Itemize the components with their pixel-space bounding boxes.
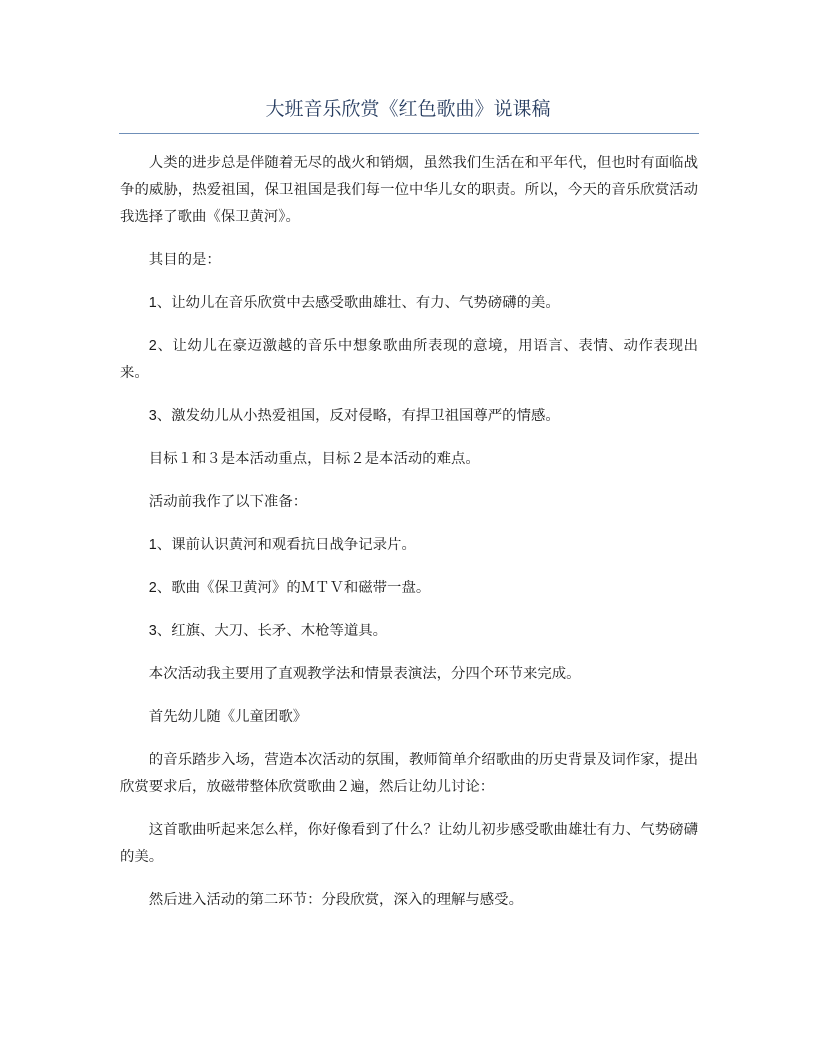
paragraph: 1、让幼儿在音乐欣赏中去感受歌曲雄壮、有力、气势磅礴的美。 bbox=[148, 295, 560, 311]
paragraph: 人类的进步总是伴随着无尽的战火和销烟，虽然我们生活在和平年代，但也时有面临战争的威胁，热爱祖国，保卫祖国是我们每一位中华儿女的职责。所以，今天的音乐欣赏活动我选择了歌曲《保卫黄河》。 bbox=[120, 155, 698, 225]
paragraph: 3、激发幼儿从小热爱祖国，反对侵略，有捍卫祖国尊严的情感。 bbox=[148, 408, 560, 424]
paragraph: 然后进入活动的第二环节：分段欣赏，深入的理解与感受。 bbox=[148, 892, 523, 908]
paragraph: 目标１和３是本活动重点，目标２是本活动的难点。 bbox=[148, 451, 480, 467]
document-body bbox=[120, 150, 698, 930]
paragraph: 活动前我作了以下准备： bbox=[148, 494, 308, 510]
paragraph: 2、让幼儿在豪迈激越的音乐中想象歌曲所表现的意境，用语言、表情、动作表现出来。 bbox=[120, 338, 698, 381]
document-title: 大班音乐欣赏《红色歌曲》说课稿 bbox=[265, 99, 551, 120]
paragraph: 其目的是： bbox=[148, 252, 221, 268]
paragraph: 1、课前认识黄河和观看抗日战争记录片。 bbox=[148, 537, 416, 553]
paragraph: 2、歌曲《保卫黄河》的ＭＴＶ和磁带一盘。 bbox=[148, 580, 431, 596]
paragraph: 本次活动我主要用了直观教学法和情景表演法，分四个环节来完成。 bbox=[148, 666, 581, 682]
paragraph: 这首歌曲听起来怎么样，你好像看到了什么？让幼儿初步感受歌曲雄壮有力、气势磅礴的美。 bbox=[120, 822, 698, 865]
title-divider bbox=[119, 133, 699, 134]
paragraph: 首先幼儿随《儿童团歌》 bbox=[148, 709, 308, 725]
paragraph: 3、红旗、大刀、长矛、木枪等道具。 bbox=[148, 623, 388, 639]
paragraph: 的音乐踏步入场，营造本次活动的氛围，教师简单介绍歌曲的历史背景及词作家，提出欣赏要求后，放磁带整体欣赏歌曲２遍，然后让幼儿讨论： bbox=[120, 752, 698, 795]
